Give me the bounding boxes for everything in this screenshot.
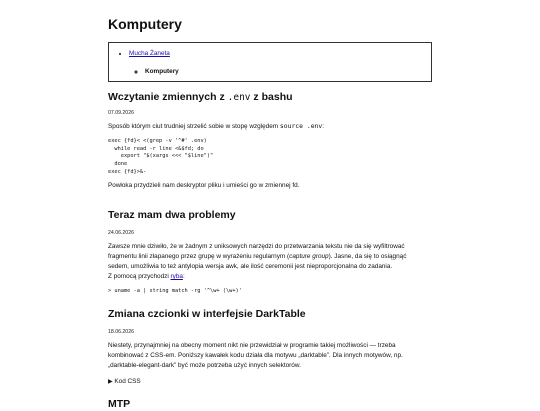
paragraph-line: Z pomocą przychodzi <box>108 273 171 281</box>
post-title-code: .env <box>227 92 251 103</box>
post-env <box>108 91 432 191</box>
post-title[interactable] <box>108 91 432 104</box>
paragraph-text: Sposób którym ciut trudniej strzelić sobie w stopę względem <box>108 123 280 131</box>
details-toggle[interactable] <box>108 377 432 387</box>
site-title: Komputery <box>108 16 182 32</box>
post-paragraph-2: Powłoka przydzieli nam deskryptor pliku i umieści go w zmiennej fd. <box>108 182 300 190</box>
emphasis: capture group <box>289 253 329 261</box>
nav-item-parent <box>129 49 421 76</box>
post-title-text-end: z bashu <box>250 91 293 103</box>
nav-sublist <box>129 67 421 77</box>
post-date: 18.06.2026 <box>108 328 134 335</box>
post-title[interactable]: Teraz mam dwa problemy <box>108 209 236 221</box>
paragraph-line: fragmentu linii złapanego przez grupę w wyrażeniu regularnym ( <box>108 253 290 261</box>
breadcrumb-nav <box>108 42 432 82</box>
post-date: 07.09.2026 <box>108 109 134 116</box>
code-block: exec {fd}< <(grep -v '^#' .env) while read -r line <&$fd; do export "$(xargs <<< "$line")" done exec {fd}>&- <box>108 138 214 175</box>
paragraph-line-end: : <box>182 273 185 281</box>
post-title[interactable]: MTP <box>108 398 131 410</box>
paragraph-line-end: ). Jasne, da się to osiągnąć <box>328 253 407 261</box>
page <box>108 0 432 410</box>
post-title-text: Wczytanie zmiennych z <box>108 91 228 103</box>
paragraph-line: kombinować z CSS-em. Poniższy kawałek kodu działa dla motywu „darktable”. Dla innych motywów, np. <box>108 352 403 360</box>
post-paragraph <box>108 242 432 282</box>
post-darktable <box>108 308 432 387</box>
post-mtp <box>108 398 432 411</box>
nav-link-parent[interactable]: Mucha Żaneta <box>129 50 170 57</box>
disclosure-triangle-icon: ▶ <box>108 379 113 386</box>
paragraph-line: „darktable-elegant-dark” być może potrzeba użyć innych selektorów. <box>108 362 301 370</box>
paragraph-text-end: : <box>322 123 325 131</box>
post-paragraph <box>108 341 432 371</box>
code-block: > uname -a | string match -rg '^\w+ (\w+)' <box>108 288 242 295</box>
post-paragraph <box>108 122 432 132</box>
nav-list <box>119 49 421 76</box>
post-date: 24.06.2026 <box>108 229 134 236</box>
paragraph-line: Zawsze mnie dziwiło, że w żadnym z uniksowych narzędzi do przetwarzania tekstu nie da się wyfiltrować <box>108 243 405 251</box>
paragraph-line: Niestety, przynajmniej na obecny moment nikt nie przewidział w programie takiej możliwości — trzeba <box>108 342 396 350</box>
post-title[interactable]: Zmiana czcionki w interfejsie DarkTable <box>108 308 306 320</box>
inline-code: source .env <box>279 122 323 131</box>
details-summary: Kod CSS <box>114 378 141 386</box>
fish-link[interactable]: ryba <box>170 273 183 281</box>
nav-item-current: ◦ Komputery <box>145 67 421 77</box>
paragraph-line: sedem, umożliwia to też antylopia wersja awk, ale ilość ceremonii jest nieproporcjonalna do zadania. <box>108 263 393 271</box>
post-regex <box>108 209 432 296</box>
